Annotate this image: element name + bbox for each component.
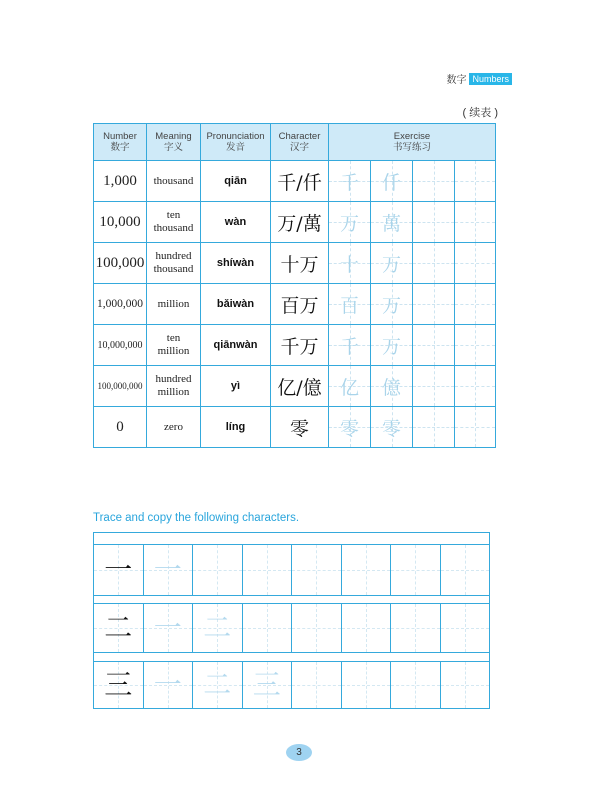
trace-character: 零 (381, 417, 401, 440)
trace-character: 零 (339, 417, 359, 440)
practice-cell[interactable] (390, 662, 440, 708)
trace-character: 万 (381, 294, 401, 317)
number-cell: 100,000 (94, 243, 147, 284)
exercise-cell[interactable] (413, 161, 455, 202)
practice-row (93, 532, 490, 596)
number-cell: 10,000,000 (94, 325, 147, 366)
exercise-cell[interactable] (371, 325, 413, 366)
table-row (94, 407, 496, 448)
exercise-cell[interactable] (413, 202, 455, 243)
exercise-cell[interactable] (371, 243, 413, 284)
table-row (94, 202, 496, 243)
trace-character: 二 (203, 611, 232, 644)
meaning-cell (147, 243, 201, 284)
exercise-cell[interactable] (329, 202, 371, 243)
trace-character: 十 (339, 253, 359, 276)
meaning-line: thousand (153, 263, 194, 275)
table-row (94, 284, 496, 325)
section-chinese: 数字 (446, 75, 467, 86)
number-cell: 0 (94, 407, 147, 448)
meaning-cell (147, 284, 201, 325)
practice-cell[interactable] (390, 545, 440, 595)
meaning-line: million (157, 345, 190, 357)
trace-character: 百 (339, 294, 359, 317)
pinyin-cell: qiān (201, 161, 271, 202)
exercise-cell[interactable] (413, 407, 455, 448)
practice-cell[interactable] (192, 545, 242, 595)
model-character: 一 (104, 553, 133, 586)
practice-cell[interactable] (390, 604, 440, 652)
trace-character: 一 (153, 668, 182, 701)
practice-cell[interactable] (440, 545, 490, 595)
table-header-row (94, 124, 496, 161)
exercise-cell[interactable] (329, 161, 371, 202)
pinyin-cell: bǎiwàn (201, 284, 271, 325)
trace-character: 三 (252, 668, 281, 701)
exercise-cell[interactable] (329, 325, 371, 366)
practice-strip (94, 596, 489, 604)
exercise-cell[interactable] (413, 243, 455, 284)
exercise-cell[interactable] (455, 161, 496, 202)
exercise-cell[interactable] (329, 284, 371, 325)
exercise-cell[interactable] (455, 325, 496, 366)
header-meaning: Meaning 字义 (147, 124, 201, 161)
trace-character: 千 (339, 171, 359, 194)
pinyin-cell: líng (201, 407, 271, 448)
practice-cell[interactable] (440, 604, 490, 652)
exercise-cell[interactable] (455, 366, 496, 407)
practice-cell[interactable] (440, 662, 490, 708)
practice-cell[interactable] (143, 545, 193, 595)
meaning-line: zero (164, 420, 183, 433)
practice-row (93, 595, 490, 653)
number-cell: 1,000,000 (94, 284, 147, 325)
model-cell (94, 662, 143, 708)
trace-character: 一 (153, 553, 182, 586)
number-cell: 1,000 (94, 161, 147, 202)
exercise-cell[interactable] (329, 407, 371, 448)
number-cell: 100,000,000 (94, 366, 147, 407)
practice-instruction: Trace and copy the following characters. (93, 512, 300, 524)
exercise-cell[interactable] (455, 284, 496, 325)
practice-row (93, 652, 490, 709)
practice-strip (94, 533, 489, 545)
header-pronunciation: Pronunciation 发音 (201, 124, 271, 161)
meaning-cell (147, 407, 201, 448)
practice-cell[interactable] (341, 662, 391, 708)
practice-cell[interactable] (291, 545, 341, 595)
model-cell (94, 604, 143, 652)
table-row (94, 243, 496, 284)
exercise-cell[interactable] (455, 243, 496, 284)
character-cell: 万/萬 (271, 202, 329, 243)
exercise-cell[interactable] (413, 325, 455, 366)
model-character: 三 (104, 668, 133, 701)
trace-character: 万 (381, 335, 401, 358)
character-cell: 亿/億 (271, 366, 329, 407)
practice-cell[interactable] (242, 604, 292, 652)
number-cell: 10,000 (94, 202, 147, 243)
meaning-line: hundred (155, 250, 192, 262)
section-header (446, 71, 512, 86)
continued-label: ( 续表 ) (463, 104, 498, 120)
table-row (94, 366, 496, 407)
practice-strip (94, 653, 489, 662)
exercise-cell[interactable] (371, 284, 413, 325)
exercise-cell[interactable] (329, 366, 371, 407)
meaning-line: hundred (155, 373, 192, 385)
trace-character: 二 (203, 668, 232, 701)
trace-character: 一 (153, 611, 182, 644)
exercise-cell[interactable] (455, 202, 496, 243)
table-row (94, 161, 496, 202)
character-cell: 零 (271, 407, 329, 448)
header-character: Character 汉字 (271, 124, 329, 161)
meaning-cell (147, 202, 201, 243)
practice-cell[interactable] (341, 545, 391, 595)
pinyin-cell: shíwàn (201, 243, 271, 284)
header-exercise: Exercise 书写练习 (329, 124, 496, 161)
pinyin-cell: wàn (201, 202, 271, 243)
trace-character: 仟 (381, 171, 401, 194)
numbers-table (93, 123, 496, 448)
character-cell: 千/仟 (271, 161, 329, 202)
header-number: Number 数字 (94, 124, 147, 161)
table-row (94, 325, 496, 366)
exercise-cell[interactable] (329, 243, 371, 284)
practice-cell[interactable] (291, 662, 341, 708)
meaning-line: thousand (153, 174, 194, 187)
meaning-cell (147, 325, 201, 366)
exercise-cell[interactable] (371, 161, 413, 202)
section-tag: Numbers (469, 73, 512, 85)
pinyin-cell: qiānwàn (201, 325, 271, 366)
character-cell: 千万 (271, 325, 329, 366)
meaning-line: million (157, 297, 190, 310)
exercise-cell[interactable] (371, 407, 413, 448)
trace-character: 萬 (381, 212, 401, 235)
trace-character: 亿 (339, 376, 359, 399)
exercise-cell[interactable] (371, 366, 413, 407)
practice-cell[interactable] (143, 662, 193, 708)
model-cell (94, 545, 143, 595)
practice-cell[interactable] (242, 662, 292, 708)
trace-character: 万 (339, 212, 359, 235)
meaning-line: ten (166, 332, 181, 344)
meaning-line: ten (166, 209, 181, 221)
practice-cell[interactable] (192, 604, 242, 652)
trace-character: 万 (381, 253, 401, 276)
character-cell: 百万 (271, 284, 329, 325)
pinyin-cell: yì (201, 366, 271, 407)
practice-cell[interactable] (291, 604, 341, 652)
exercise-cell[interactable] (413, 284, 455, 325)
trace-character: 千 (339, 335, 359, 358)
practice-cell[interactable] (341, 604, 391, 652)
exercise-cell[interactable] (413, 366, 455, 407)
trace-character: 億 (381, 376, 401, 399)
model-character: 二 (104, 611, 133, 644)
meaning-cell (147, 161, 201, 202)
practice-cell[interactable] (143, 604, 193, 652)
practice-cell[interactable] (242, 545, 292, 595)
meaning-line: thousand (153, 222, 194, 234)
page-number: 3 (286, 744, 312, 761)
exercise-cell[interactable] (371, 202, 413, 243)
practice-cell[interactable] (192, 662, 242, 708)
meaning-cell (147, 366, 201, 407)
exercise-cell[interactable] (455, 407, 496, 448)
meaning-line: million (157, 386, 190, 398)
character-cell: 十万 (271, 243, 329, 284)
